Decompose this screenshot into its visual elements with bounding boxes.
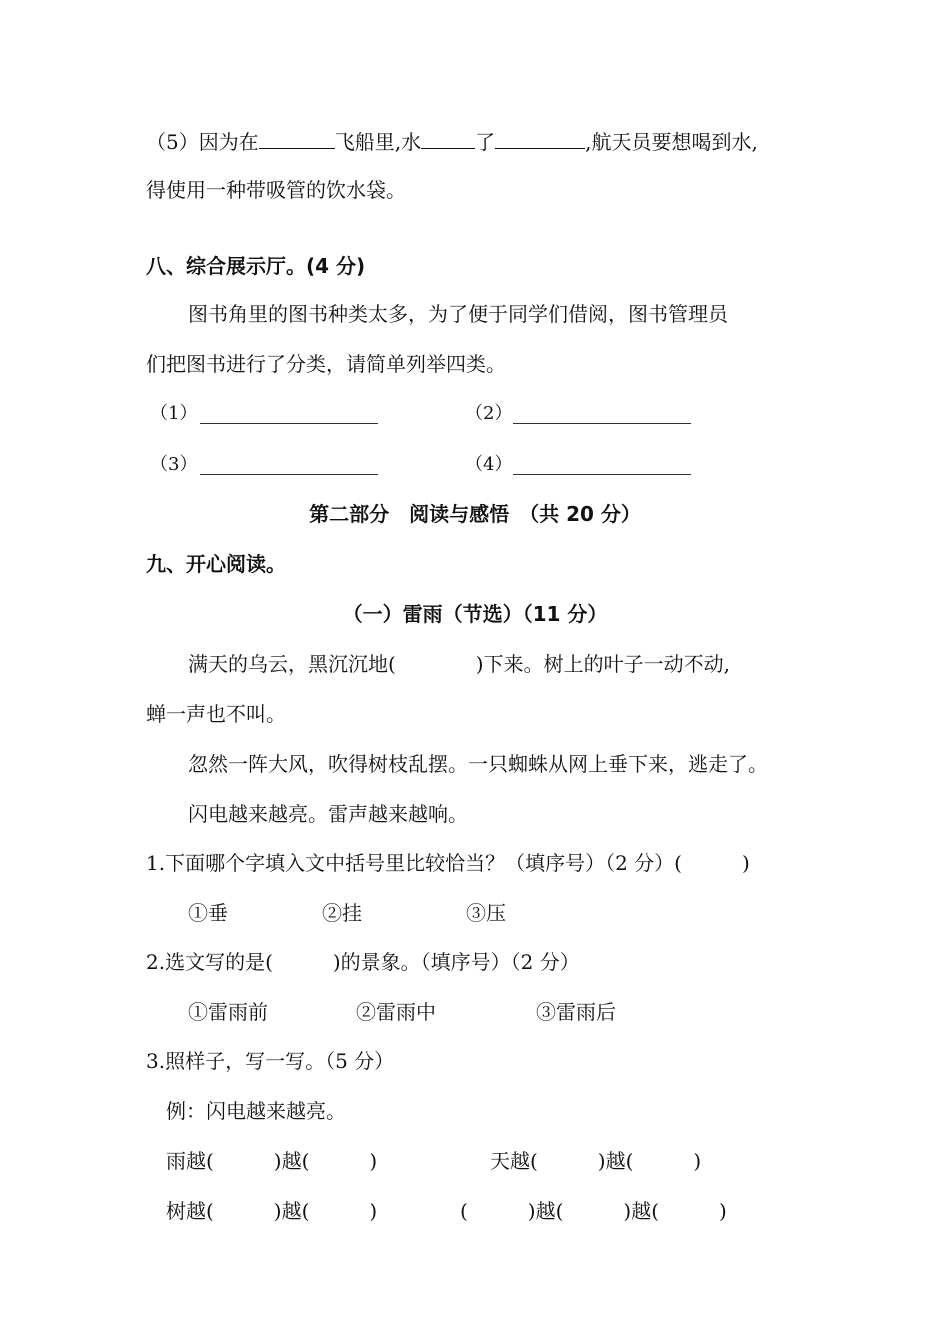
blank-1[interactable] [259, 128, 335, 149]
item-label-4: （4） [465, 454, 513, 475]
question-2-stem: 2.选文写的是( )的景象。（填序号）（2 分） [146, 950, 580, 974]
section-9-heading: 九、开心阅读。 [146, 552, 286, 576]
reading-para-3: 闪电越来越亮。雷声越来越响。 [188, 802, 468, 826]
q1-option-1: ①垂 [188, 901, 228, 925]
q1-option-3: ③压 [466, 901, 506, 925]
reading-para-1b: 蝉一声也不叫。 [146, 702, 286, 726]
q7-5-line2: 得使用一种带吸管的饮水袋。 [146, 178, 406, 202]
answer-line-4[interactable] [513, 473, 691, 475]
blank-3[interactable] [495, 128, 585, 149]
item-label-2: （2） [465, 403, 513, 424]
q3-row-1-right[interactable]: 天越( )越( ) [490, 1149, 702, 1173]
item-label-3: （3） [150, 454, 198, 475]
answer-line-3[interactable] [200, 473, 378, 475]
answer-line-2[interactable] [513, 422, 691, 424]
q7-5-text-3: 了 [475, 130, 496, 154]
section-8-para-2: 们把图书进行了分类，请简单列举四类。 [146, 352, 506, 376]
q7-5-text-2: 飞船里,水 [334, 130, 422, 154]
q7-5-text-1: （5）因为在 [146, 130, 259, 154]
q2-option-1: ①雷雨前 [188, 1000, 268, 1024]
reading-para-2: 忽然一阵大风，吹得树枝乱摆。一只蜘蛛从网上垂下来，逃走了。 [188, 752, 768, 776]
q2-option-2: ②雷雨中 [356, 1000, 436, 1024]
blank-2[interactable] [421, 128, 475, 149]
section-8-para-1: 图书角里的图书种类太多，为了便于同学们借阅，图书管理员 [188, 302, 728, 326]
answer-line-1[interactable] [200, 422, 378, 424]
q3-row-2-right[interactable]: ( )越( )越( ) [460, 1199, 727, 1223]
reading-subtitle: （一）雷雨（节选）（11 分） [342, 602, 608, 626]
q3-row-2-left[interactable]: 树越( )越( ) [166, 1199, 378, 1223]
part-2-heading: 第二部分 阅读与感悟 （共 20 分） [309, 502, 641, 526]
q2-option-3: ③雷雨后 [536, 1000, 616, 1024]
question-1-stem: 1.下面哪个字填入文中括号里比较恰当？（填序号）（2 分）( ) [146, 851, 750, 875]
item-label-1: （1） [150, 403, 198, 424]
q1-option-2: ②挂 [322, 901, 362, 925]
section-8-heading: 八、综合展示厅。(4 分) [146, 254, 366, 278]
q7-5-text-4: ,航天员要想喝到水, [585, 130, 758, 154]
reading-para-1a: 满天的乌云，黑沉沉地( )下来。树上的叶子一动不动, [188, 652, 730, 676]
q3-row-1-left[interactable]: 雨越( )越( ) [166, 1149, 378, 1173]
q7-5-line1 [146, 128, 758, 156]
question-3-stem: 3.照样子，写一写。（5 分） [146, 1049, 395, 1073]
q3-example: 例：闪电越来越亮。 [166, 1099, 346, 1123]
